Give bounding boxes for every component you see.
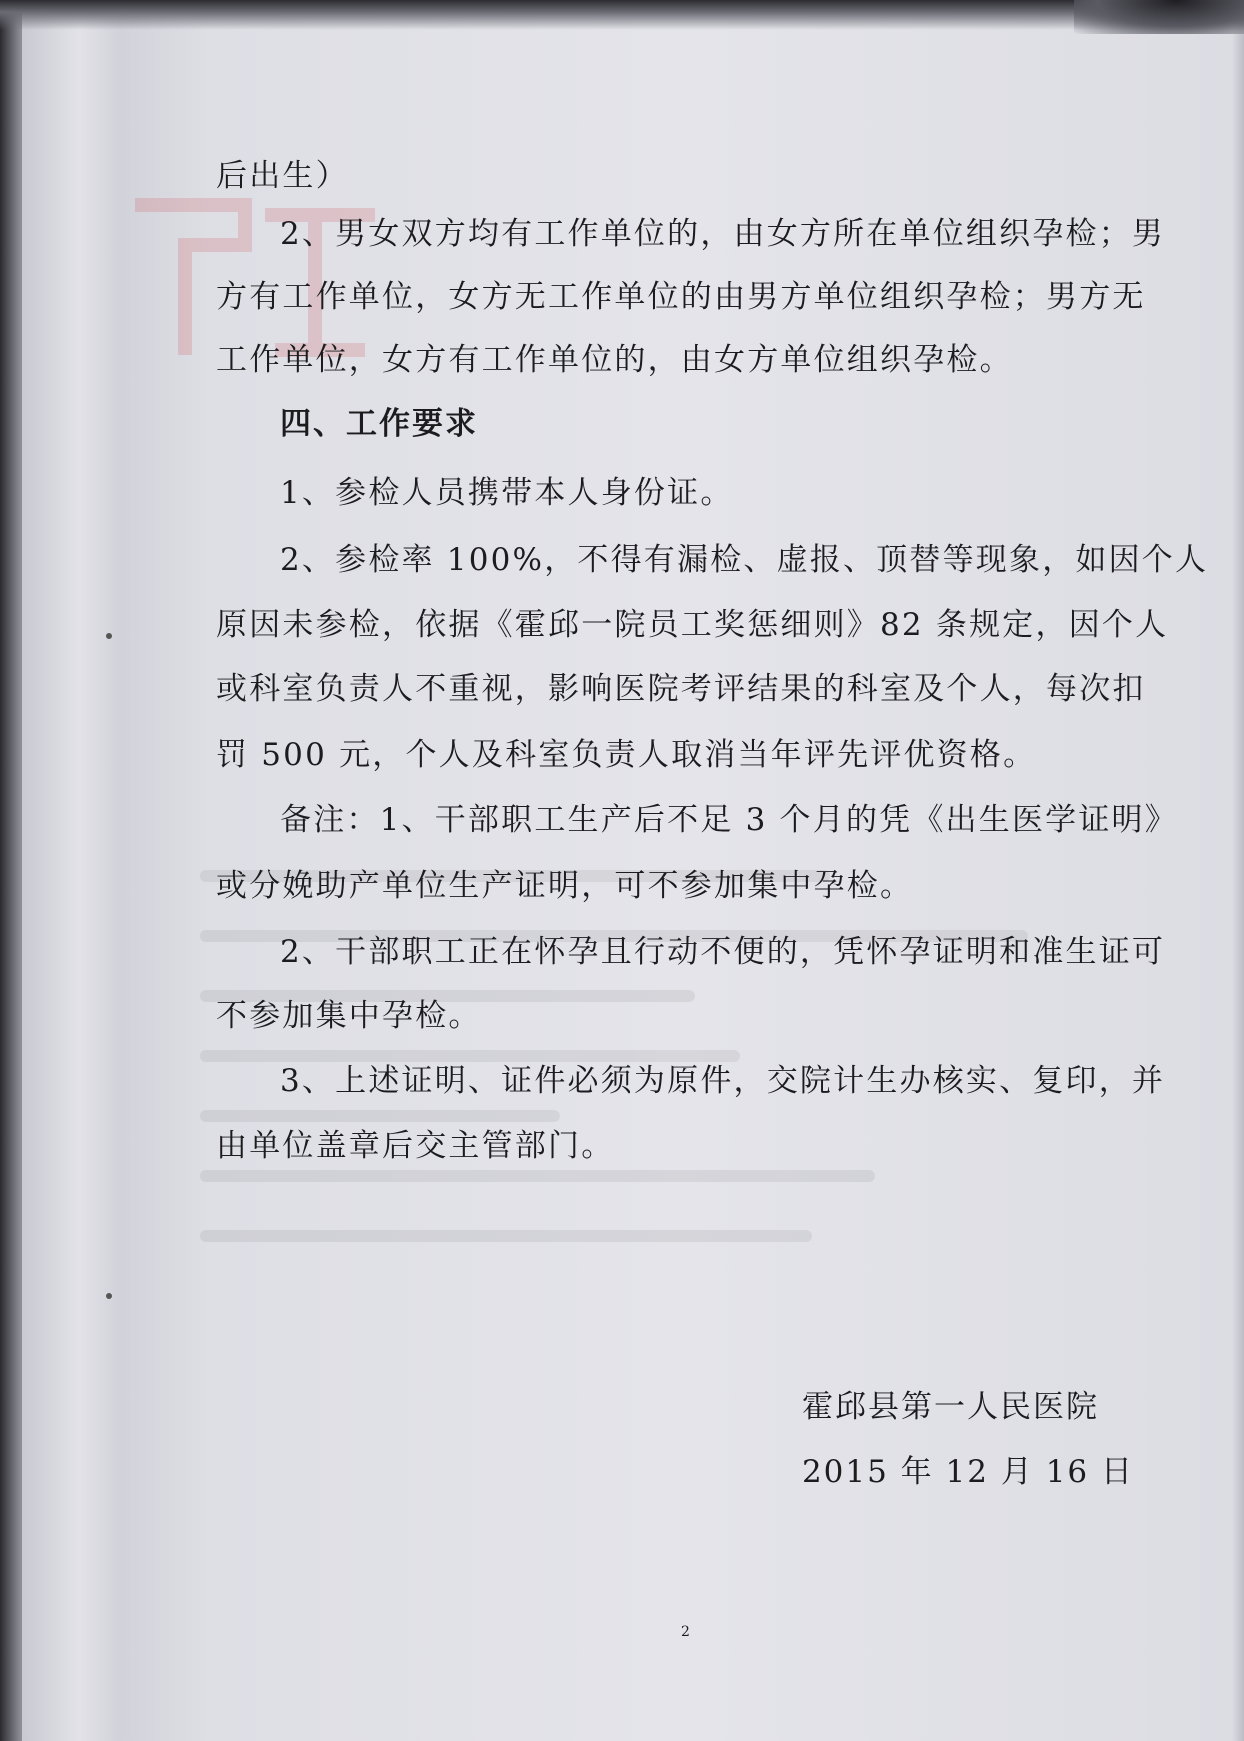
folded-page-edge (22, 8, 126, 1741)
body-line: 3、上述证明、证件必须为原件，交院计生办核实、复印，并 (280, 1063, 1166, 1099)
scan-top-shadow (0, 0, 1244, 30)
page-right-edge (1232, 0, 1244, 1741)
body-line: 罚 500 元，个人及科室负责人取消当年评先评优资格。 (216, 737, 1037, 773)
body-line: 2、参检率 100%，不得有漏检、虚报、顶替等现象，如因个人 (280, 542, 1209, 578)
section-heading: 四、工作要求 (280, 406, 478, 442)
body-line: 原因未参检，依据《霍邱一院员工奖惩细则》82 条规定，因个人 (216, 607, 1169, 643)
body-line: 备注：1、干部职工生产后不足 3 个月的凭《出生医学证明》 (280, 802, 1178, 838)
body-line: 后出生） (216, 158, 349, 194)
body-line: 或科室负责人不重视，影响医院考评结果的科室及个人，每次扣 (216, 671, 1146, 707)
body-line: 2、干部职工正在怀孕且行动不便的，凭怀孕证明和准生证可 (280, 934, 1166, 970)
page-number: 2 (681, 1624, 690, 1640)
body-line: 不参加集中孕检。 (216, 998, 482, 1034)
punch-mark (106, 1293, 112, 1299)
scan-corner-shadow (1074, 0, 1244, 34)
body-line: 工作单位，女方有工作单位的，由女方单位组织孕检。 (216, 342, 1013, 378)
body-line: 或分娩助产单位生产证明，可不参加集中孕检。 (216, 868, 914, 904)
body-line: 方有工作单位，女方无工作单位的由男方单位组织孕检；男方无 (216, 279, 1146, 315)
body-line: 由单位盖章后交主管部门。 (216, 1128, 615, 1164)
punch-mark (106, 633, 112, 639)
body-line: 1、参检人员携带本人身份证。 (280, 475, 734, 511)
body-line: 2、男女双方均有工作单位的，由女方所在单位组织孕检；男 (280, 216, 1166, 252)
signature-date: 2015 年 12 月 16 日 (801, 1454, 1134, 1490)
signature-organization: 霍邱县第一人民医院 (802, 1389, 1099, 1425)
